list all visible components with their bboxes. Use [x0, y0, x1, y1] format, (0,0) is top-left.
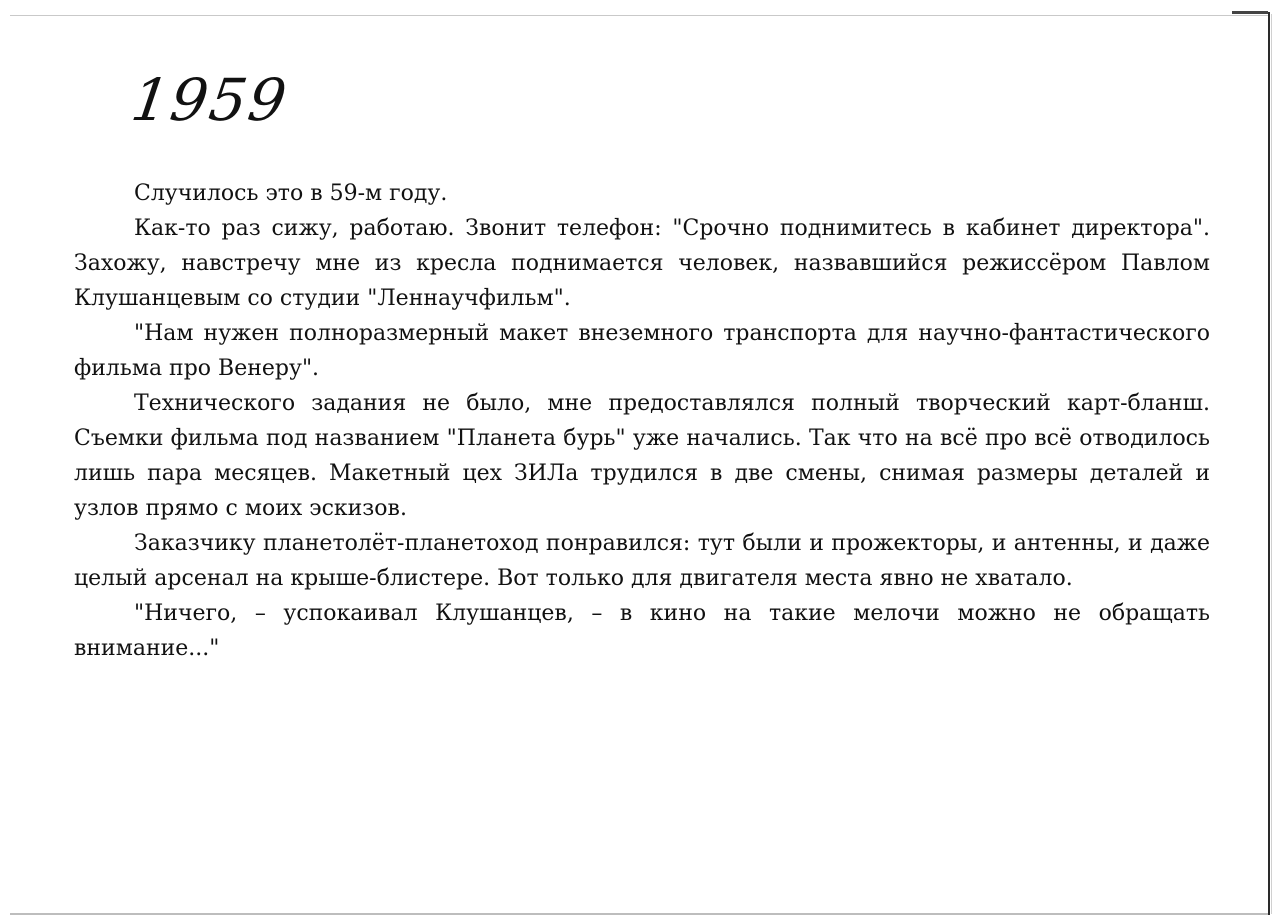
paragraph: "Нам нужен полноразмерный макет внеземного транспорта для научно-фантастического фильма про Венеру".: [74, 321, 1210, 381]
page-corner-mark: [1232, 11, 1268, 14]
page-edge-right: [1268, 12, 1270, 915]
body-text: [74, 176, 1210, 666]
paragraph: Случилось это в 59-м году.: [134, 181, 448, 206]
page-edge-right-shadow: [1271, 14, 1272, 914]
paragraph: Как-то раз сижу, работаю. Звонит телефон: "Срочно поднимитесь в кабинет директора". Захожу, навстречу мне из кресла поднимается человек, назвавшийся режиссёром Павлом Клушанцевым со студии "Леннаучфильм".: [74, 216, 1210, 311]
paragraph: Технического задания не было, мне предоставлялся полный творческий карт-бланш. Съемки фильма под названием "Планета бурь" уже начались. Так что на всё про всё отводилось лишь пара месяцев. Макетный цех ЗИЛа трудился в две смены, снимая размеры деталей и узлов прямо с моих эскизов.: [74, 391, 1210, 521]
page-edge-bottom: [10, 913, 1268, 915]
paragraph: "Ничего, – успокаивал Клушанцев, – в кино на такие мелочи можно не обращать внимание...": [74, 601, 1210, 661]
handwritten-year: 1959: [127, 66, 293, 134]
page-edge-top: [10, 15, 1268, 16]
paragraph: Заказчику планетолёт-планетоход понравился: тут были и прожекторы, и антенны, и даже целый арсенал на крыше-блистере. Вот только для двигателя места явно не хватало.: [74, 531, 1210, 591]
